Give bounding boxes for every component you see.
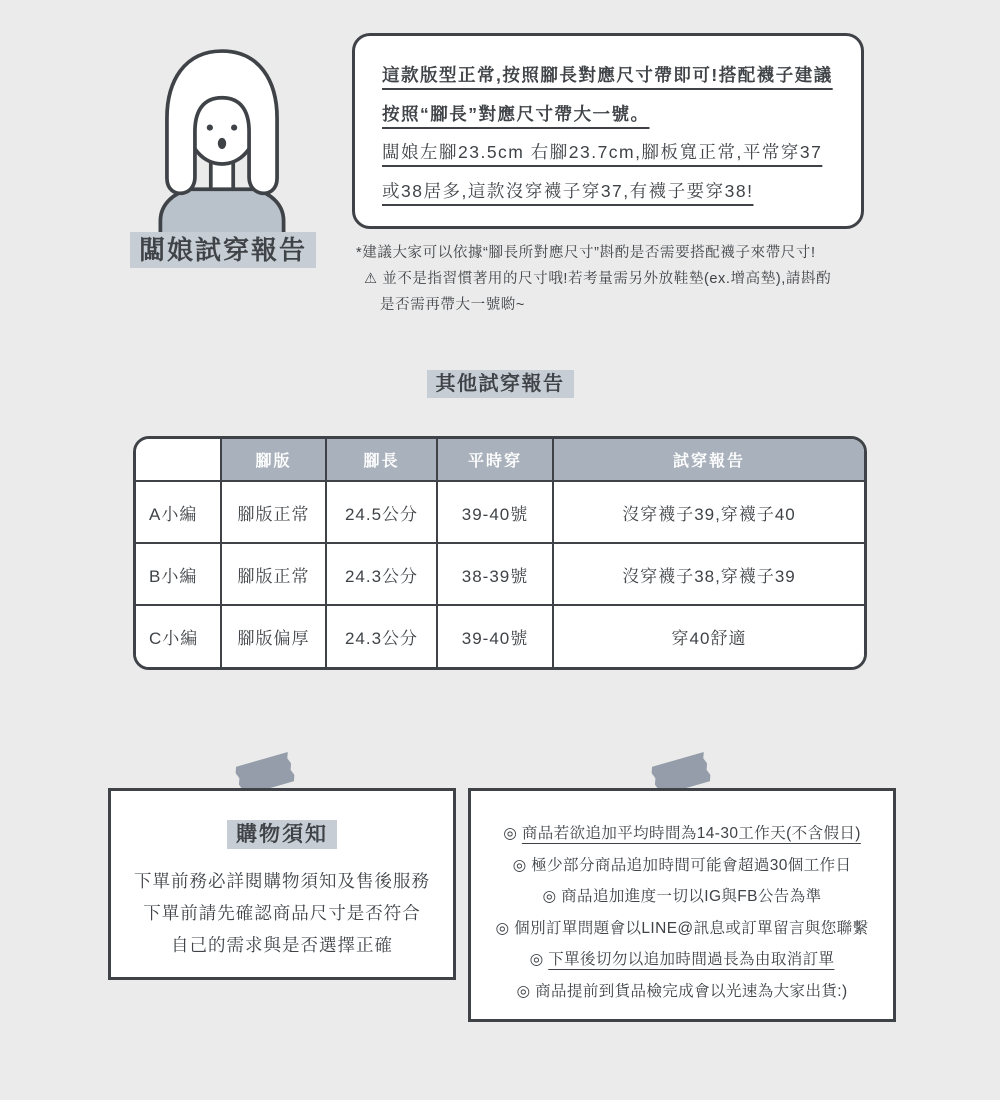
reporter-title [98, 230, 348, 267]
cell-usual-size: 39-40號 [437, 481, 553, 543]
footnote-line-warning: ⚠ 並不是指習慣著用的尺寸哦!若考量需另外放鞋墊(ex.增高墊),請斟酌 [364, 271, 832, 287]
notice-line: 下單前務必詳閱購物須知及售後服務 [134, 871, 430, 891]
policy-text: 下單後切勿以追加時間過長為由取消訂單 [548, 951, 835, 968]
cell-report: 沒穿襪子39,穿襪子40 [553, 481, 864, 543]
table-header-empty [136, 439, 221, 481]
policy-text: 商品提前到貨品檢完成會以光速為大家出貨:) [535, 982, 848, 1000]
policy-text: 商品追加進度一切以IG與FB公告為準 [561, 888, 822, 905]
table-header-row [136, 439, 864, 481]
shopping-notice-title-text: 購物須知 [227, 820, 337, 849]
policy-item [471, 850, 893, 882]
shopping-notice-box [108, 788, 456, 980]
shopping-notice-body [111, 865, 453, 961]
shopping-notice-title [111, 818, 453, 848]
row-name: C小編 [136, 605, 221, 667]
bubble-line: 這款版型正常,按照腳長對應尺寸帶即可!搭配襪子建議 [382, 65, 833, 85]
policy-item [471, 944, 893, 976]
row-name: A小編 [136, 481, 221, 543]
policy-item [471, 913, 893, 945]
table-header-report: 試穿報告 [553, 439, 864, 481]
bullet-icon: ◎ [503, 825, 518, 842]
cell-usual-size: 38-39號 [437, 543, 553, 605]
policy-text: 極少部分商品追加時間可能會超過30個工作日 [531, 856, 852, 874]
footnote-line: 是否需再帶大一號喲~ [380, 297, 525, 313]
fitting-table-grid [136, 439, 864, 667]
cell-foot-length: 24.3公分 [326, 605, 437, 667]
table-row [136, 605, 864, 667]
footnote-line: *建議大家可以依據“腳長所對應尺寸”斟酌是否需要搭配襪子來帶尺寸! [356, 245, 816, 261]
bullet-icon: ◎ [495, 919, 510, 937]
cell-usual-size: 39-40號 [437, 605, 553, 667]
bubble-line: 或38居多,這款沒穿襪子穿37,有襪子要穿38! [382, 180, 754, 201]
order-policy-box [468, 788, 896, 1022]
policy-item [471, 976, 893, 1008]
other-reports-heading-text: 其他試穿報告 [427, 370, 574, 398]
table-header-usual-size: 平時穿 [437, 439, 553, 481]
cell-foot-shape: 腳版正常 [221, 543, 326, 605]
boss-lady-avatar [138, 36, 306, 236]
table-row [136, 481, 864, 543]
notice-line: 下單前請先確認商品尺寸是否符合 [143, 903, 421, 923]
cell-report: 沒穿襪子38,穿襪子39 [553, 543, 864, 605]
policy-item [471, 818, 893, 850]
speech-bubble [352, 33, 864, 229]
reporter-title-text: 闆娘試穿報告 [130, 232, 316, 268]
notice-line: 自己的需求與是否選擇正確 [171, 935, 393, 955]
cell-foot-length: 24.5公分 [326, 481, 437, 543]
bubble-line: 按照“腳長”對應尺寸帶大一號。 [382, 103, 650, 124]
bullet-icon: ◎ [516, 982, 531, 1000]
cell-foot-shape: 腳版偏厚 [221, 605, 326, 667]
bullet-icon: ◎ [512, 856, 527, 874]
table-header-foot-length: 腳長 [326, 439, 437, 481]
bullet-icon: ◎ [529, 951, 544, 968]
policy-text: 商品若欲追加平均時間為14-30工作天(不含假日) [521, 825, 861, 842]
policy-text: 個別訂單問題會以LINE@訊息或訂單留言與您聯繫 [514, 919, 869, 937]
table-row [136, 543, 864, 605]
footnote [356, 240, 896, 318]
table-header-foot-shape: 腳版 [221, 439, 326, 481]
cell-foot-length: 24.3公分 [326, 543, 437, 605]
bubble-line: 闆娘左腳23.5cm 右腳23.7cm,腳板寬正常,平常穿37 [382, 142, 823, 162]
cell-foot-shape: 腳版正常 [221, 481, 326, 543]
policy-item [471, 881, 893, 913]
cell-report: 穿40舒適 [553, 605, 864, 667]
other-reports-heading [0, 367, 1000, 396]
row-name: B小編 [136, 543, 221, 605]
fitting-table [133, 436, 867, 670]
woman-illustration-icon [138, 36, 306, 236]
bullet-icon: ◎ [542, 888, 557, 905]
